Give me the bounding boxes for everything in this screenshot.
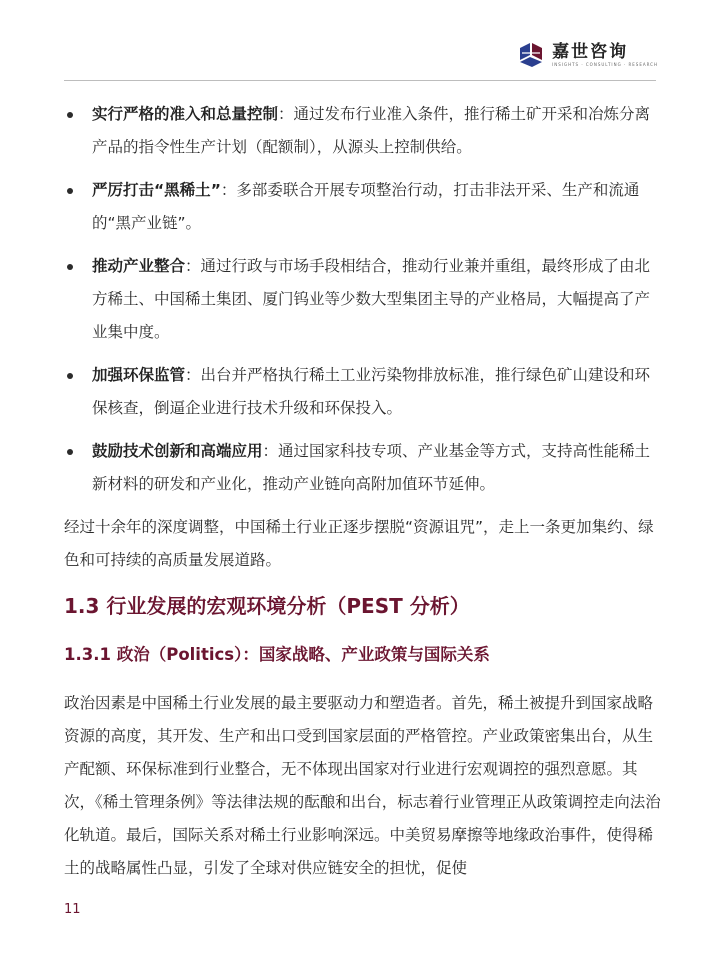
page-content [64,98,664,895]
page-number: 11 [64,902,81,917]
bullet-item [64,174,664,240]
logo-subtitle: INSIGHTS · CONSULTING · RESEARCH [552,62,658,67]
bullet-dot-icon [67,264,73,270]
bullet-text: 通过行政与市场手段相结合，推动行业兼并重组，最终形成了由北方稀土、中国稀土集团、厦门钨业等少数大型集团主导的产业格局，大幅提高了产业集中度。 [92,257,651,341]
bullet-separator: ： [262,442,279,460]
company-logo [516,40,658,70]
bullet-label: 推动产业整合 [92,257,186,275]
bullet-separator: ： [278,105,294,123]
subsection-heading: 1.3.1 政治（Politics）：国家战略、产业政策与国际关系 [64,645,490,664]
bullet-separator: ： [185,257,201,275]
logo-name: 嘉世咨询 [552,42,629,62]
bullet-text: 多部委联合开展专项整治行动，打击非法开采、生产和流通的“黑产业链”。 [92,181,640,232]
bullet-dot-icon [67,188,73,194]
section-heading: 1.3 行业发展的宏观环境分析（PEST 分析） [64,594,470,618]
politics-paragraph: 政治因素是中国稀土行业发展的最主要驱动力和塑造者。首先，稀土被提升到国家战略资源的高度，其开发、生产和出口受到国家层面的严格管控。产业政策密集出台，从生产配额、环保标准到行业整合，无不体现出国家对行业进行宏观调控的强烈意愿。其次，《稀土管理条例》等法律法规的酝酿和出台，标志着行业管理正从政策调控走向法治化轨道。最后，国际关系对稀土行业影响深远。中美贸易摩擦等地缘政治事件，使得稀土的战略属性凸显，引发了全球对供应链安全的担忧，促使 [64,694,661,877]
bullet-item [64,435,664,501]
bullet-text: 出台并严格执行稀土工业污染物排放标准，推行绿色矿山建设和环保核查，倒逼企业进行技术升级和环保投入。 [92,366,651,417]
logo-mark-icon [516,40,546,70]
bullet-item [64,250,664,349]
bullet-dot-icon [67,373,73,379]
header-divider [64,80,656,81]
bullet-dot-icon [67,112,73,118]
bullet-separator: ： [185,366,201,384]
bullet-separator: ： [220,181,237,199]
bullet-item [64,359,664,425]
bullet-label: 加强环保监管 [92,366,186,384]
bullet-label: 严厉打击“黑稀土” [92,181,221,199]
bullet-dot-icon [67,449,73,455]
bullet-text: 通过国家科技专项、产业基金等方式，支持高性能稀土新材料的研发和产业化，推动产业链向高附加值环节延伸。 [92,442,651,493]
page-header [0,0,720,80]
bullet-label: 实行严格的准入和总量控制 [92,105,279,123]
bullet-item [64,98,664,164]
bullet-label: 鼓励技术创新和高端应用 [92,442,263,460]
bullet-text: 通过发布行业准入条件，推行稀土矿开采和冶炼分离产品的指令性生产计划（配额制），从源头上控制供给。 [92,105,651,156]
summary-paragraph: 经过十余年的深度调整，中国稀土行业正逐步摆脱“资源诅咒”，走上一条更加集约、绿色和可持续的高质量发展道路。 [64,518,654,569]
